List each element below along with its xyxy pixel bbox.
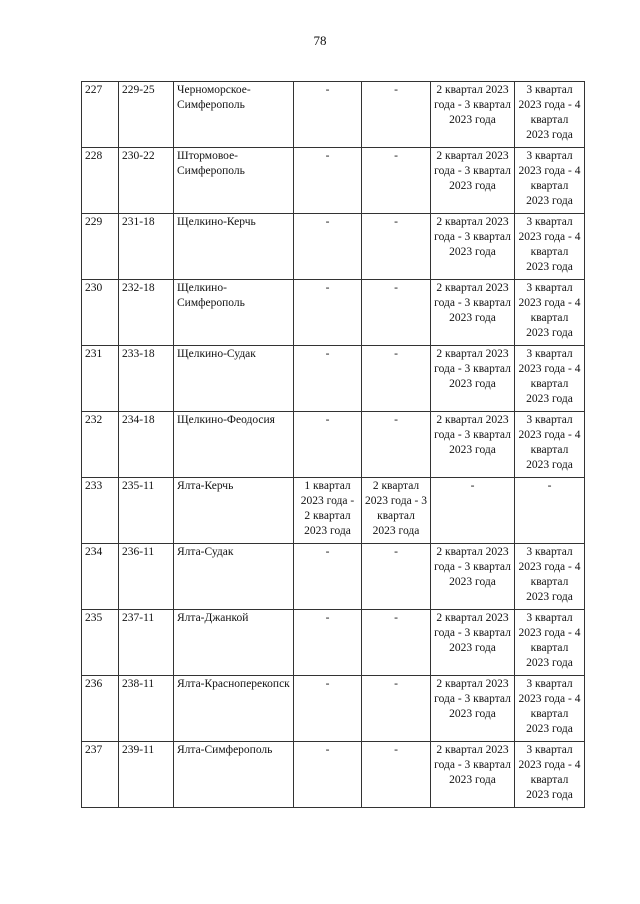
route-code: 235-11 xyxy=(119,478,174,544)
period-1: - xyxy=(294,148,362,214)
period-2: - xyxy=(362,346,431,412)
row-number: 228 xyxy=(82,148,119,214)
period-1: - xyxy=(294,544,362,610)
period-2: - xyxy=(362,280,431,346)
period-3: 2 квартал 2023 года - 3 квартал 2023 года xyxy=(431,346,515,412)
row-number: 227 xyxy=(82,82,119,148)
period-4: 3 квартал 2023 года - 4 квартал 2023 года xyxy=(515,544,585,610)
period-2: - xyxy=(362,544,431,610)
period-3: 2 квартал 2023 года - 3 квартал 2023 года xyxy=(431,148,515,214)
route-name: Черноморское-Симферополь xyxy=(174,82,294,148)
row-number: 236 xyxy=(82,676,119,742)
row-number: 231 xyxy=(82,346,119,412)
period-3: 2 квартал 2023 года - 3 квартал 2023 года xyxy=(431,412,515,478)
row-number: 234 xyxy=(82,544,119,610)
period-1: - xyxy=(294,346,362,412)
route-name: Ялта-Красноперекопск xyxy=(174,676,294,742)
table-row xyxy=(82,610,585,676)
period-3: 2 квартал 2023 года - 3 квартал 2023 года xyxy=(431,742,515,808)
routes-table xyxy=(81,81,585,808)
period-1: 1 квартал 2023 года - 2 квартал 2023 года xyxy=(294,478,362,544)
period-1: - xyxy=(294,280,362,346)
row-number: 230 xyxy=(82,280,119,346)
row-number: 237 xyxy=(82,742,119,808)
period-3: - xyxy=(431,478,515,544)
table-row xyxy=(82,478,585,544)
period-4: 3 квартал 2023 года - 4 квартал 2023 года xyxy=(515,346,585,412)
table-row xyxy=(82,676,585,742)
route-code: 239-11 xyxy=(119,742,174,808)
route-name: Щелкино-Судак xyxy=(174,346,294,412)
period-1: - xyxy=(294,82,362,148)
period-2: - xyxy=(362,148,431,214)
route-name: Ялта-Джанкой xyxy=(174,610,294,676)
period-1: - xyxy=(294,412,362,478)
period-2: - xyxy=(362,214,431,280)
period-3: 2 квартал 2023 года - 3 квартал 2023 года xyxy=(431,610,515,676)
period-3: 2 квартал 2023 года - 3 квартал 2023 года xyxy=(431,214,515,280)
period-2: - xyxy=(362,82,431,148)
route-code: 231-18 xyxy=(119,214,174,280)
period-4: 3 квартал 2023 года - 4 квартал 2023 года xyxy=(515,412,585,478)
period-2: - xyxy=(362,610,431,676)
table-row xyxy=(82,742,585,808)
route-name: Ялта-Судак xyxy=(174,544,294,610)
period-4: 3 квартал 2023 года - 4 квартал 2023 года xyxy=(515,610,585,676)
table-row xyxy=(82,346,585,412)
route-code: 230-22 xyxy=(119,148,174,214)
table-row xyxy=(82,280,585,346)
table-row xyxy=(82,214,585,280)
route-code: 229-25 xyxy=(119,82,174,148)
period-3: 2 квартал 2023 года - 3 квартал 2023 года xyxy=(431,82,515,148)
table-row xyxy=(82,544,585,610)
route-code: 234-18 xyxy=(119,412,174,478)
period-1: - xyxy=(294,214,362,280)
table-row xyxy=(82,148,585,214)
row-number: 235 xyxy=(82,610,119,676)
period-3: 2 квартал 2023 года - 3 квартал 2023 года xyxy=(431,280,515,346)
period-1: - xyxy=(294,610,362,676)
row-number: 229 xyxy=(82,214,119,280)
route-code: 238-11 xyxy=(119,676,174,742)
period-3: 2 квартал 2023 года - 3 квартал 2023 года xyxy=(431,676,515,742)
period-4: 3 квартал 2023 года - 4 квартал 2023 года xyxy=(515,280,585,346)
table-row xyxy=(82,412,585,478)
route-name: Ялта-Керчь xyxy=(174,478,294,544)
route-name: Ялта-Симферополь xyxy=(174,742,294,808)
period-4: 3 квартал 2023 года - 4 квартал 2023 года xyxy=(515,742,585,808)
page-number: 78 xyxy=(313,33,327,48)
period-4: 3 квартал 2023 года - 4 квартал 2023 года xyxy=(515,82,585,148)
table-row xyxy=(82,82,585,148)
period-2: - xyxy=(362,742,431,808)
row-number: 233 xyxy=(82,478,119,544)
period-4: - xyxy=(515,478,585,544)
route-name: Щелкино-Симферополь xyxy=(174,280,294,346)
period-2: - xyxy=(362,412,431,478)
route-name: Штормовое-Симферополь xyxy=(174,148,294,214)
period-1: - xyxy=(294,676,362,742)
route-code: 237-11 xyxy=(119,610,174,676)
period-4: 3 квартал 2023 года - 4 квартал 2023 года xyxy=(515,148,585,214)
row-number: 232 xyxy=(82,412,119,478)
route-name: Щелкино-Керчь xyxy=(174,214,294,280)
period-4: 3 квартал 2023 года - 4 квартал 2023 года xyxy=(515,214,585,280)
period-4: 3 квартал 2023 года - 4 квартал 2023 года xyxy=(515,676,585,742)
period-3: 2 квартал 2023 года - 3 квартал 2023 года xyxy=(431,544,515,610)
route-name: Щелкино-Феодосия xyxy=(174,412,294,478)
period-2: - xyxy=(362,676,431,742)
route-code: 233-18 xyxy=(119,346,174,412)
route-code: 232-18 xyxy=(119,280,174,346)
period-2: 2 квартал 2023 года - 3 квартал 2023 года xyxy=(362,478,431,544)
route-code: 236-11 xyxy=(119,544,174,610)
period-1: - xyxy=(294,742,362,808)
